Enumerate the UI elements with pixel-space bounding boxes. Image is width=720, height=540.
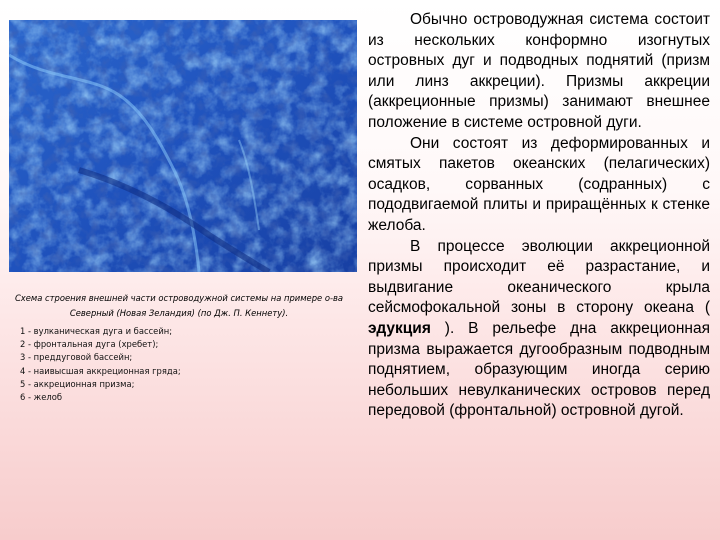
paragraph-1: Обычно островодужная система состоит из нескольких конформно изогнутых островных дуг и подводных поднятий (призм или линз аккреции). Призмы аккреции (аккреционные призмы) занимают внешнее положение в системе островной дуги. xyxy=(368,11,710,131)
figure-legend xyxy=(20,325,350,404)
legend-item: 6 - желоб xyxy=(20,392,63,403)
paragraph-3-start: В процессе эволюции аккреционной призмы происходит её разрастание, и выдвигание океанического крыла сейсмофокальной зоны в сторону океана ( xyxy=(368,237,710,317)
legend-item: 1 - вулканическая дуга и бассейн; xyxy=(20,326,173,336)
eduction-term: эдукция xyxy=(368,319,431,337)
bathymetry-image xyxy=(9,20,357,272)
legend-item: 2 - фронтальная дуга (хребет); xyxy=(20,339,159,350)
paragraph-3 xyxy=(368,237,710,422)
bathymetry-relief-map-icon xyxy=(9,20,357,272)
legend-item: 3 - преддуговой бассейн; xyxy=(20,352,133,363)
paragraph-2: Они состоят из деформированных и смятых пакетов океанских (пелагических) осадков, сорванных (содранных) с пододвигаемой плиты и приращённых к стенке желоба. xyxy=(368,134,710,234)
figure-caption: Схема строения внешней части островодужной системы на примере о-ва Северный (Новая Зеландия) (по Дж. П. Кеннету). xyxy=(14,293,344,318)
paragraph-3-end: ). В рельефе дна аккреционная призма выражается дугообразным подводным поднятием, образующим иногда серию небольших невулканических островов перед передовой (фронтальной) островной дугой. xyxy=(368,319,711,420)
legend-item: 4 - наивысшая аккреционная гряда; xyxy=(20,365,181,376)
body-text xyxy=(368,10,710,422)
legend-item: 5 - аккреционная призма; xyxy=(20,378,135,389)
